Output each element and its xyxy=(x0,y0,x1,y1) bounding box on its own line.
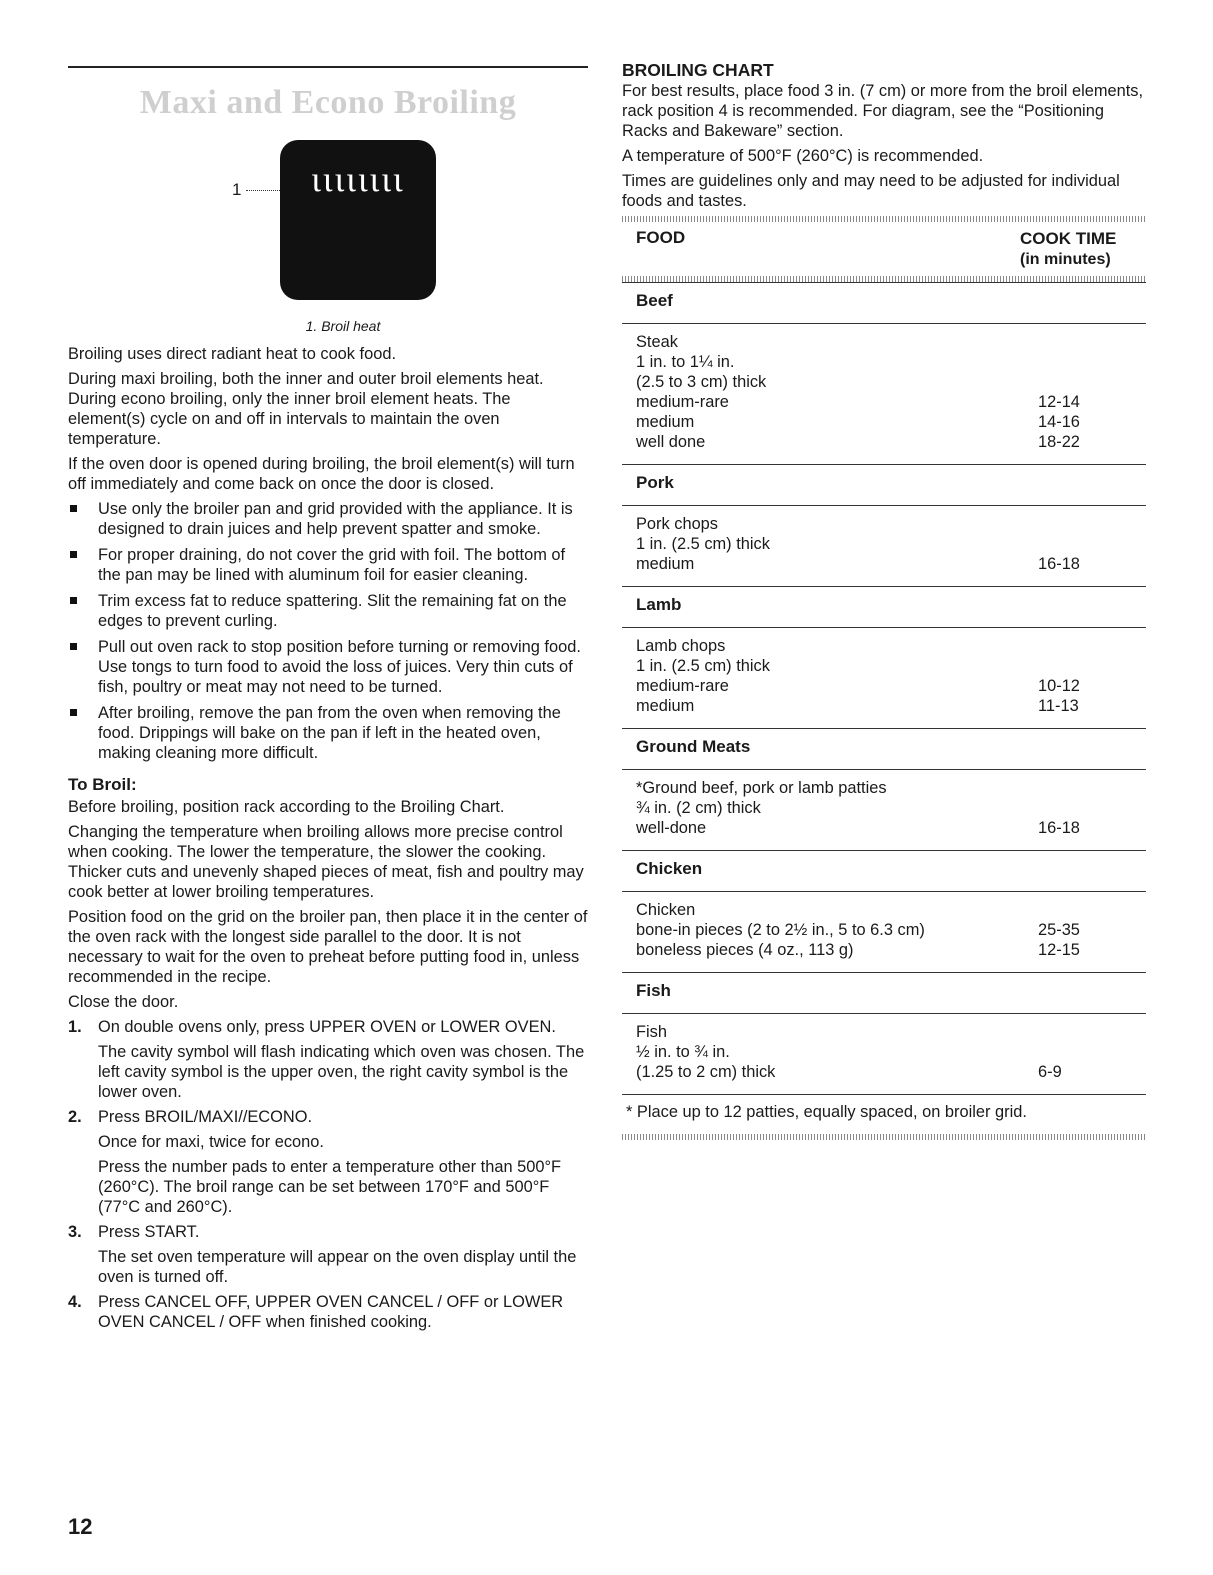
to-broil-heading: To Broil: xyxy=(68,775,137,794)
step-2 xyxy=(68,1107,588,1217)
section-title: Maxi and Econo Broiling xyxy=(139,84,517,121)
table-row xyxy=(622,891,1146,972)
tips-list xyxy=(68,499,588,763)
food-description: Fish xyxy=(636,1023,667,1041)
broil-heat-figure xyxy=(68,132,588,322)
table-body xyxy=(622,282,1146,1094)
step-detail: The set oven temperature will appear on the oven display until the oven is turned off. xyxy=(98,1248,577,1286)
table-line xyxy=(636,636,1146,656)
table-category-row: Ground Meats xyxy=(622,728,1146,769)
food-description: Chicken xyxy=(636,901,696,919)
table-line xyxy=(636,818,1146,838)
table-category-row: Lamb xyxy=(622,586,1146,627)
page-number: 12 xyxy=(68,1514,93,1539)
table-line xyxy=(636,940,1146,960)
food-description: bone-in pieces (2 to 2½ in., 5 to 6.3 cm) xyxy=(636,921,925,939)
table-line xyxy=(636,696,1146,716)
food-description: medium-rare xyxy=(636,677,729,695)
table-category-row: Fish xyxy=(622,972,1146,1013)
cook-time-value: 12-14 xyxy=(1038,393,1080,411)
table-category-row: Pork xyxy=(622,464,1146,505)
square-bullet-icon xyxy=(70,643,77,650)
cook-time-value: 6-9 xyxy=(1038,1063,1062,1081)
figure-leader-line xyxy=(246,190,282,191)
paragraph: For best results, place food 3 in. (7 cm) or more from the broil elements, rack position 4 is recommended. For diagram, see the “Positioning Racks and Bakeware” section. xyxy=(622,82,1144,140)
paragraph: If the oven door is opened during broiling, the broil element(s) will turn off immediately and come back on once the door is closed. xyxy=(68,455,575,493)
paragraph: Close the door. xyxy=(68,993,179,1011)
step-number: 2. xyxy=(68,1108,82,1126)
food-description: well done xyxy=(636,433,706,451)
right-column xyxy=(622,60,1146,1140)
step-4 xyxy=(68,1292,588,1332)
table-line xyxy=(636,900,1146,920)
table-line xyxy=(636,392,1146,412)
table-line xyxy=(636,1042,1146,1062)
cook-time-value: 14-16 xyxy=(1038,413,1080,431)
table-row xyxy=(622,505,1146,586)
square-bullet-icon xyxy=(70,505,77,512)
table-line xyxy=(636,1062,1146,1082)
paragraph: Before broiling, position rack according to the Broiling Chart. xyxy=(68,798,505,816)
paragraph: Times are guidelines only and may need to be adjusted for individual foods and tastes. xyxy=(622,172,1120,210)
food-description: ¾ in. (2 cm) thick xyxy=(636,799,761,817)
table-bottom-border xyxy=(622,1134,1146,1140)
step-detail: The cavity symbol will flash indicating which oven was chosen. The left cavity symbol is the upper oven, the right cavity symbol is the lower oven. xyxy=(98,1043,585,1101)
square-bullet-icon xyxy=(70,597,77,604)
list-item: Use only the broiler pan and grid provided with the appliance. It is designed to drain juices and help prevent spatter and smoke. xyxy=(68,499,588,539)
food-description: 1 in. (2.5 cm) thick xyxy=(636,657,770,675)
table-line xyxy=(636,332,1146,352)
cook-time-value: 16-18 xyxy=(1038,555,1080,573)
step-detail: Press the number pads to enter a temperature other than 500°F (260°C). The broil range can be set between 170°F and 500°F (77°C and 260°C). xyxy=(98,1158,562,1216)
broiling-instructions xyxy=(68,344,588,1332)
table-category-row: Chicken xyxy=(622,850,1146,891)
table-line xyxy=(636,554,1146,574)
paragraph: Position food on the grid on the broiler pan, then place it in the center of the oven rack with the longest side parallel to the door. It is not necessary to wait for the oven to preheat before putting food in, unless recommended in the recipe. xyxy=(68,908,588,986)
broiling-chart-title: BROILING CHART xyxy=(622,60,774,80)
broiling-table xyxy=(622,222,1146,1140)
table-row xyxy=(622,769,1146,850)
left-column xyxy=(68,66,588,1337)
step-number: 4. xyxy=(68,1293,82,1311)
table-line xyxy=(636,676,1146,696)
table-line xyxy=(636,1022,1146,1042)
table-category-row: Beef xyxy=(622,282,1146,323)
food-description: (1.25 to 2 cm) thick xyxy=(636,1063,776,1081)
paragraph: During maxi broiling, both the inner and outer broil elements heat. During econo broiling, only the inner broil element heats. The element(s) cycle on and off in intervals to maintain the oven temperature. xyxy=(68,370,544,448)
table-row xyxy=(622,323,1146,464)
step-detail: Once for maxi, twice for econo. xyxy=(98,1133,324,1151)
step-3 xyxy=(68,1222,588,1287)
steps-list xyxy=(68,1017,588,1332)
square-bullet-icon xyxy=(70,709,77,716)
step-text: Press START. xyxy=(98,1223,200,1241)
cook-time-value: 12-15 xyxy=(1038,941,1080,959)
step-text: Press CANCEL OFF, UPPER OVEN CANCEL / OFF or LOWER OVEN CANCEL / OFF when finished cooking. xyxy=(98,1293,564,1331)
cook-time-value: 10-12 xyxy=(1038,677,1080,695)
figure-caption: 1. Broil heat xyxy=(305,318,381,334)
food-description: Steak xyxy=(636,333,678,351)
figure-callout-number: 1 xyxy=(232,180,242,199)
food-description: 1 in. (2.5 cm) thick xyxy=(636,535,770,553)
cook-time-value: 25-35 xyxy=(1038,921,1080,939)
food-description: (2.5 to 3 cm) thick xyxy=(636,373,767,391)
table-line xyxy=(636,534,1146,554)
table-row xyxy=(622,627,1146,728)
square-bullet-icon xyxy=(70,551,77,558)
section-divider xyxy=(68,66,588,68)
table-line xyxy=(636,432,1146,452)
cook-time-value: 11-13 xyxy=(1038,697,1079,715)
food-description: medium xyxy=(636,555,695,573)
food-description: Pork chops xyxy=(636,515,718,533)
food-description: 1 in. to 1¼ in. xyxy=(636,353,735,371)
list-item: For proper draining, do not cover the grid with foil. The bottom of the pan may be lined with aluminum foil for easier cleaning. xyxy=(68,545,588,585)
table-line xyxy=(636,656,1146,676)
food-description: *Ground beef, pork or lamb patties xyxy=(636,779,887,797)
food-description: boneless pieces (4 oz., 113 g) xyxy=(636,941,854,959)
list-item: Pull out oven rack to stop position before turning or removing food. Use tongs to turn food to avoid the loss of juices. Very thin cuts of fish, poultry or meat may not need to be turned. xyxy=(68,637,588,697)
table-header xyxy=(622,222,1146,274)
step-1 xyxy=(68,1017,588,1102)
step-text: On double ovens only, press UPPER OVEN or LOWER OVEN. xyxy=(98,1018,556,1036)
table-line xyxy=(636,920,1146,940)
table-line xyxy=(636,412,1146,432)
table-line xyxy=(636,798,1146,818)
step-number: 3. xyxy=(68,1223,82,1241)
table-line xyxy=(636,352,1146,372)
table-row xyxy=(622,1013,1146,1094)
list-item: After broiling, remove the pan from the oven when removing the food. Drippings will bake on the pan if left in the heated oven, making cleaning more difficult. xyxy=(68,703,588,763)
table-line xyxy=(636,372,1146,392)
food-description: Lamb chops xyxy=(636,637,726,655)
column-header-food: FOOD xyxy=(636,228,686,247)
step-text: Press BROIL/MAXI//ECONO. xyxy=(98,1108,313,1126)
food-description: medium xyxy=(636,697,695,715)
broil-heat-icon: ιιιιιιιι xyxy=(311,159,405,199)
list-item: Trim excess fat to reduce spattering. Slit the remaining fat on the edges to prevent curling. xyxy=(68,591,588,631)
paragraph: Broiling uses direct radiant heat to cook food. xyxy=(68,345,397,363)
table-line xyxy=(636,778,1146,798)
cook-time-value: 18-22 xyxy=(1038,433,1080,451)
cook-time-value: 16-18 xyxy=(1038,819,1080,837)
broiling-chart-intro xyxy=(622,81,1146,211)
paragraph: A temperature of 500°F (260°C) is recommended. xyxy=(622,147,984,165)
table-footnote: * Place up to 12 patties, equally spaced, on broiler grid. xyxy=(622,1094,1146,1132)
table-line xyxy=(636,514,1146,534)
food-description: well-done xyxy=(636,819,707,837)
oven-cavity-illustration xyxy=(280,140,436,300)
paragraph: Changing the temperature when broiling allows more precise control when cooking. The lower the temperature, the slower the cooking. Thicker cuts and unevenly shaped pieces of meat, fish and poultry may cook better at lower broiling temperatures. xyxy=(68,823,584,901)
food-description: medium xyxy=(636,413,695,431)
food-description: medium-rare xyxy=(636,393,729,411)
column-header-cook-time: COOK TIME (in minutes) xyxy=(1020,229,1117,268)
food-description: ½ in. to ¾ in. xyxy=(636,1043,730,1061)
step-number: 1. xyxy=(68,1018,82,1036)
